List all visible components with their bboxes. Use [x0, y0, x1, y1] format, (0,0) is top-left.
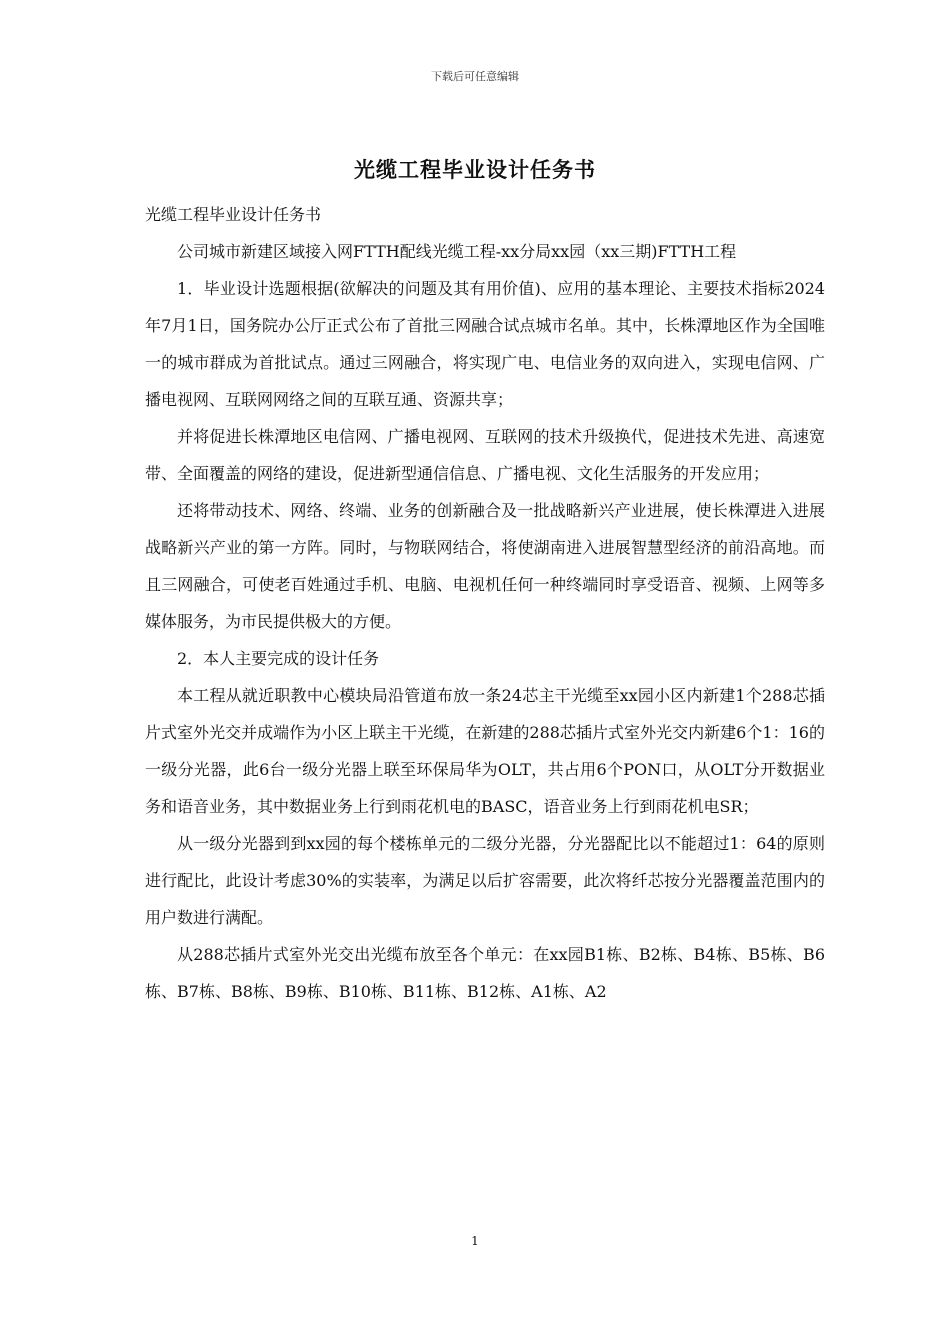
header-note: 下载后可任意编辑 — [431, 70, 519, 83]
document-title: 光缆工程毕业设计任务书 — [354, 157, 596, 182]
paragraph-splitter-ratio: 从一级分光器到到xx园的每个楼栋单元的二级分光器，分光器配比以不能超过1：64的原则进行配比，此设计考虑30%的实装率，为满足以后扩容需要，此次将纤芯按分光器覆盖范围内的用户数进行满配。 — [145, 834, 825, 927]
document-body — [145, 196, 825, 1010]
paragraph-cable-layout: 从288芯插片式室外光交出光缆布放至各个单元：在xx园B1栋、B2栋、B4栋、B5栋、B6栋、B7栋、B8栋、B9栋、B10栋、B11栋、B12栋、A1栋、A2 — [145, 945, 825, 1001]
page-number: 1 — [471, 1234, 479, 1248]
paragraph-project-scope: 本工程从就近职教中心模块局沿管道布放一条24芯主干光缆至xx园小区内新建1个288芯插片式室外光交并成端作为小区上联主干光缆，在新建的288芯插片式室外光交内新建6个1：16的一级分光器，此6台一级分光器上联至环保局华为OLT，共占用6个PON口，从OLT分开数据业务和语音业务，其中数据业务上行到雨花机电的BASC，语音业务上行到雨花机电SR； — [145, 686, 825, 816]
paragraph-section-2-heading: 2．本人主要完成的设计任务 — [177, 649, 380, 668]
paragraph-project-name: 公司城市新建区域接入网FTTH配线光缆工程-xx分局xx园（xx三期)FTTH工程 — [177, 242, 737, 261]
paragraph-upgrade: 并将促进长株潭地区电信网、广播电视网、互联网的技术升级换代，促进技术先进、高速宽带、全面覆盖的网络的建设，促进新型通信信息、广播电视、文化生活服务的开发应用； — [145, 427, 825, 483]
paragraph-subtitle: 光缆工程毕业设计任务书 — [145, 205, 322, 224]
paragraph-section-1: 1．毕业设计选题根据(欲解决的问题及其有用价值)、应用的基本理论、主要技术指标2024年7月1日，国务院办公厅正式公布了首批三网融合试点城市名单。其中，长株潭地区作为全国唯一的城市群成为首批试点。通过三网融合，将实现广电、电信业务的双向进入，实现电信网、广播电视网、互联网网络之间的互联互通、资源共享； — [145, 279, 825, 409]
paragraph-innovation: 还将带动技术、网络、终端、业务的创新融合及一批战略新兴产业进展，使长株潭进入进展战略新兴产业的第一方阵。同时，与物联网结合，将使湖南进入进展智慧型经济的前沿高地。而且三网融合，可使老百姓通过手机、电脑、电视机任何一种终端同时享受语音、视频、上网等多媒体服务，为市民提供极大的方便。 — [145, 501, 825, 631]
